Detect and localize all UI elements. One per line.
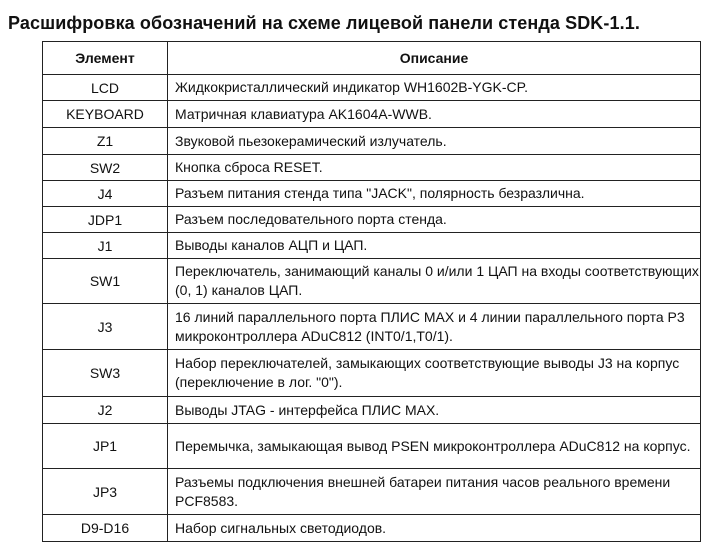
description-cell: Переключатель, занимающий каналы 0 и/или 1 ЦАП на входы соответствующих (0, 1) каналов ЦАП. [168, 259, 701, 304]
table-row [43, 397, 701, 424]
element-cell: D9-D16 [43, 515, 168, 542]
description-cell: Набор переключателей, замыкающих соответствующие выводы J3 на корпус (переключение в лог. "0"). [168, 350, 701, 397]
element-cell: KEYBOARD [43, 101, 168, 128]
table-header-row [43, 42, 701, 75]
table-row [43, 350, 701, 397]
element-cell: J1 [43, 233, 168, 259]
description-cell: Жидкокристаллический индикатор WH1602B-YGK-CP. [168, 75, 701, 101]
description-cell: Матричная клавиатура AK1604A-WWB. [168, 101, 701, 128]
description-cell: Кнопка сброса RESET. [168, 155, 701, 181]
table-row [43, 304, 701, 350]
element-cell: JP3 [43, 469, 168, 515]
document-title: Расшифровка обозначений на схеме лицевой панели стенда SDK-1.1. [8, 13, 640, 33]
description-cell: Разъем последовательного порта стенда. [168, 207, 701, 233]
element-cell: SW2 [43, 155, 168, 181]
element-cell: JP1 [43, 424, 168, 469]
element-cell: J3 [43, 304, 168, 350]
table-row [43, 155, 701, 181]
table-row [43, 101, 701, 128]
element-cell: SW1 [43, 259, 168, 304]
description-cell: Выводы JTAG - интерфейса ПЛИС MAX. [168, 397, 701, 424]
element-cell: LCD [43, 75, 168, 101]
header-description: Описание [168, 42, 701, 75]
header-element: Элемент [43, 42, 168, 75]
description-cell: Перемычка, замыкающая вывод PSEN микроконтроллера ADuC812 на корпус. [168, 424, 701, 469]
element-cell: JDP1 [43, 207, 168, 233]
table-row [43, 128, 701, 155]
designations-table [42, 41, 701, 542]
description-cell: Набор сигнальных светодиодов. [168, 515, 701, 542]
table-row [43, 424, 701, 469]
table-row [43, 259, 701, 304]
element-cell: J4 [43, 181, 168, 207]
table-row [43, 75, 701, 101]
table-row [43, 181, 701, 207]
description-cell: Разъем питания стенда типа "JACK", полярность безразлична. [168, 181, 701, 207]
table-row [43, 515, 701, 542]
description-cell: Звуковой пьезокерамический излучатель. [168, 128, 701, 155]
element-cell: Z1 [43, 128, 168, 155]
description-cell: Разъемы подключения внешней батареи питания часов реального времени PCF8583. [168, 469, 701, 515]
table-row [43, 469, 701, 515]
element-cell: J2 [43, 397, 168, 424]
table-row [43, 233, 701, 259]
element-cell: SW3 [43, 350, 168, 397]
table-row [43, 207, 701, 233]
table-body [43, 75, 701, 542]
description-cell: 16 линий параллельного порта ПЛИС MAX и 4 линии параллельного порта P3 микроконтроллера ADuC812 (INT0/1,T0/1). [168, 304, 701, 350]
description-cell: Выводы каналов АЦП и ЦАП. [168, 233, 701, 259]
